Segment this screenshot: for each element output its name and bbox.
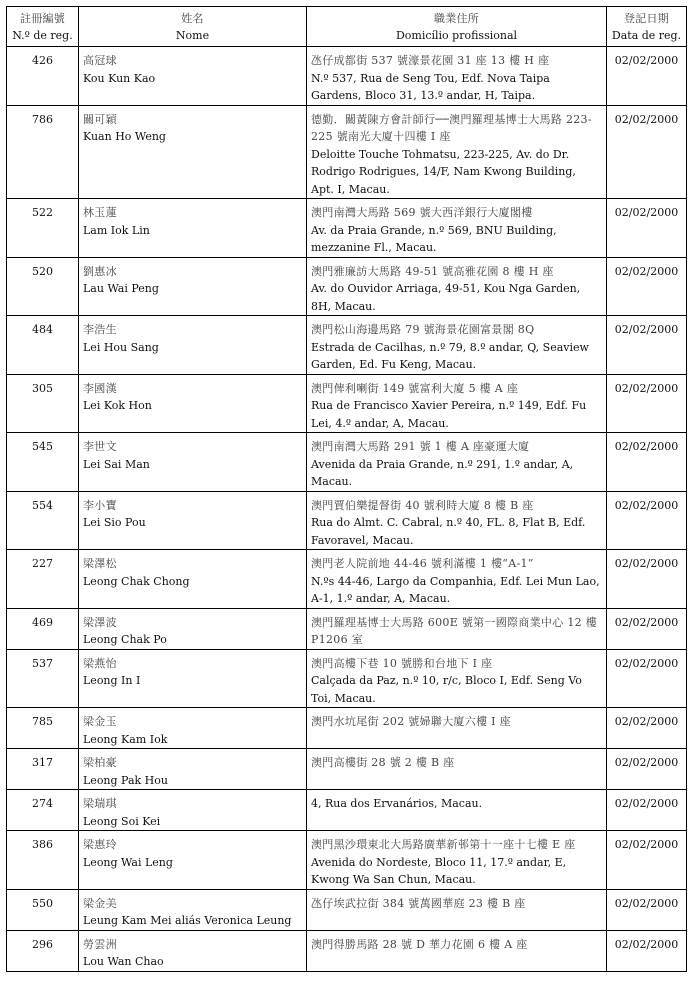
registration-date: 02/02/2000 xyxy=(607,105,687,199)
address-zh: 澳門高樓下巷 10 號勝和台地下 I 座 xyxy=(311,656,493,670)
registration-number: 554 xyxy=(7,491,79,550)
name-pt: Leong Pak Hou xyxy=(83,773,168,787)
header-addr-pt: Domicílio profissional xyxy=(395,29,518,42)
address-pt: 4, Rua dos Ervanários, Macau. xyxy=(311,797,483,810)
table-row xyxy=(7,790,687,831)
person-name xyxy=(79,550,307,609)
registry-table xyxy=(6,6,687,972)
professional-address xyxy=(307,749,607,790)
registration-date: 02/02/2000 xyxy=(607,374,687,433)
table-row xyxy=(7,930,687,971)
registration-date: 02/02/2000 xyxy=(607,433,687,492)
header-name-zh: 姓名 xyxy=(181,12,204,25)
address-pt: Av. da Praia Grande, n.º 569, BNU Building, mezzanine Fl., Macau. xyxy=(311,223,557,254)
table-row xyxy=(7,257,687,316)
professional-address xyxy=(307,316,607,375)
name-pt: Lei Hou Sang xyxy=(83,340,159,354)
header-name xyxy=(79,7,307,47)
name-zh: 李浩生 xyxy=(83,323,117,336)
address-pt: Avenida da Praia Grande, n.º 291, 1.º andar, A, Macau. xyxy=(311,457,574,488)
person-name xyxy=(79,47,307,106)
header-num-zh: 註冊編號 xyxy=(19,12,66,25)
name-zh: 高冠球 xyxy=(83,54,117,67)
professional-address xyxy=(307,47,607,106)
name-pt: Leong Chak Po xyxy=(83,633,167,646)
professional-address xyxy=(307,257,607,316)
name-pt: Leong In I xyxy=(83,674,141,687)
address-pt: Calçada da Paz, n.º 10, r/c, Bloco I, Edf. Seng Vo Toi, Macau. xyxy=(311,674,582,705)
table-row xyxy=(7,374,687,433)
table-row xyxy=(7,550,687,609)
name-zh: 梁澤波 xyxy=(83,615,117,629)
person-name xyxy=(79,889,307,930)
table-row xyxy=(7,199,687,258)
registration-date: 02/02/2000 xyxy=(607,790,687,831)
name-zh: 梁柏豪 xyxy=(83,756,117,769)
address-zh: 澳門得勝馬路 28 號 D 華力花園 6 樓 A 座 xyxy=(311,937,528,951)
registration-date: 02/02/2000 xyxy=(607,199,687,258)
name-zh: 梁金美 xyxy=(83,896,117,910)
table-row xyxy=(7,316,687,375)
header-registration-date xyxy=(607,7,687,47)
person-name xyxy=(79,649,307,708)
address-zh: 澳門松山海邊馬路 79 號海景花園富景閣 8Q xyxy=(311,323,535,336)
header-addr-zh: 職業住所 xyxy=(433,12,480,25)
registration-date: 02/02/2000 xyxy=(607,550,687,609)
registration-date: 02/02/2000 xyxy=(607,930,687,971)
registration-number: 537 xyxy=(7,649,79,708)
name-pt: Lam Iok Lin xyxy=(83,223,150,237)
address-zh: 澳門賈伯樂提督街 40 號利時大廈 8 樓 B 座 xyxy=(311,498,534,512)
address-pt: N.ºs 44-46, Largo da Companhia, Edf. Lei Mun Lao, A-1, 1.º andar, A, Macau. xyxy=(311,574,600,605)
address-pt: Rua de Francisco Xavier Pereira, n.º 149, Edf. Fu Lei, 4.º andar, A, Macau. xyxy=(311,399,587,430)
registration-number: 786 xyxy=(7,105,79,199)
registration-date: 02/02/2000 xyxy=(607,708,687,749)
person-name xyxy=(79,930,307,971)
name-pt: Leong Kam Iok xyxy=(83,732,168,746)
person-name xyxy=(79,491,307,550)
name-pt: Lei Sio Pou xyxy=(83,516,146,529)
registration-number: 227 xyxy=(7,550,79,609)
address-zh: 澳門南灣大馬路 569 號大西洋銀行大廈閣樓 xyxy=(311,206,533,219)
address-zh: 氹仔成都街 537 號濠景花園 31 座 13 樓 H 座 xyxy=(311,54,550,67)
registration-number: 785 xyxy=(7,708,79,749)
name-pt: Leong Chak Chong xyxy=(83,574,190,588)
name-pt: Lei Sai Man xyxy=(83,457,150,471)
table-row xyxy=(7,708,687,749)
header-professional-address xyxy=(307,7,607,47)
name-zh: 梁瑞琪 xyxy=(83,797,117,810)
person-name xyxy=(79,831,307,890)
registration-date: 02/02/2000 xyxy=(607,608,687,649)
table-row xyxy=(7,491,687,550)
person-name xyxy=(79,790,307,831)
professional-address xyxy=(307,708,607,749)
registration-number: 469 xyxy=(7,608,79,649)
registration-number: 317 xyxy=(7,749,79,790)
address-zh: 澳門羅理基博士大馬路 600E 號第一國際商業中心 12 樓 P1206 室 xyxy=(311,615,598,646)
name-pt: Leong Soi Kei xyxy=(83,814,161,828)
table-row xyxy=(7,831,687,890)
registration-date: 02/02/2000 xyxy=(607,491,687,550)
name-zh: 關可穎 xyxy=(83,112,117,126)
registration-date: 02/02/2000 xyxy=(607,749,687,790)
professional-address xyxy=(307,433,607,492)
table-row xyxy=(7,649,687,708)
header-num-pt: N.º de reg. xyxy=(12,29,73,42)
address-zh: 澳門高樓街 28 號 2 樓 B 座 xyxy=(311,756,455,769)
registration-date: 02/02/2000 xyxy=(607,649,687,708)
person-name xyxy=(79,316,307,375)
address-zh: 澳門南灣大馬路 291 號 1 樓 A 座豪運大廈 xyxy=(311,440,530,453)
professional-address xyxy=(307,831,607,890)
address-pt: Rua do Almt. C. Cabral, n.º 40, FL. 8, Flat B, Edf. Favoravel, Macau. xyxy=(311,516,586,547)
registration-number: 484 xyxy=(7,316,79,375)
header-date-zh: 登記日期 xyxy=(623,12,670,25)
name-pt: Kuan Ho Weng xyxy=(83,130,166,143)
person-name xyxy=(79,433,307,492)
professional-address xyxy=(307,889,607,930)
registration-number: 305 xyxy=(7,374,79,433)
person-name xyxy=(79,749,307,790)
address-zh: 澳門雅廉訪大馬路 49-51 號高雅花園 8 樓 H 座 xyxy=(311,264,554,278)
header-name-pt: Nome xyxy=(175,29,210,42)
registration-number: 545 xyxy=(7,433,79,492)
address-zh: 澳門黑沙環東北大馬路廣華新邨第十一座十七樓 E 座 xyxy=(311,838,576,851)
address-pt: Estrada de Cacilhas, n.º 79, 8.º andar, Q, Seaview Garden, Ed. Fu Keng, Macau. xyxy=(311,340,589,371)
registration-date: 02/02/2000 xyxy=(607,889,687,930)
professional-address xyxy=(307,790,607,831)
table-row xyxy=(7,47,687,106)
name-zh: 梁惠玲 xyxy=(83,838,117,851)
registration-number: 520 xyxy=(7,257,79,316)
professional-address xyxy=(307,930,607,971)
table-row xyxy=(7,433,687,492)
person-name xyxy=(79,374,307,433)
name-zh: 李國漢 xyxy=(83,381,117,395)
person-name xyxy=(79,105,307,199)
name-zh: 梁燕怡 xyxy=(83,656,117,670)
address-zh: 澳門老人院前地 44-46 號利滿樓 1 樓“A-1” xyxy=(311,557,534,570)
name-pt: Leong Wai Leng xyxy=(83,855,173,869)
address-zh: 氹仔埃武拉街 384 號萬國華庭 23 樓 B 座 xyxy=(311,896,526,910)
table-row xyxy=(7,749,687,790)
registration-number: 550 xyxy=(7,889,79,930)
address-zh: 德勤．關黃陳方會計師行──澳門羅理基博士大馬路 223-225 號南光大廈十四樓 I 座 xyxy=(311,112,592,143)
registration-number: 274 xyxy=(7,790,79,831)
registration-number: 386 xyxy=(7,831,79,890)
professional-address xyxy=(307,608,607,649)
address-pt: Deloitte Touche Tohmatsu, 223-225, Av. do Dr. Rodrigo Rodrigues, 14/F, Nam Kwong Building, Apt. I, Macau. xyxy=(311,147,576,196)
table-row xyxy=(7,889,687,930)
professional-address xyxy=(307,105,607,199)
professional-address xyxy=(307,491,607,550)
name-zh: 勞雲洲 xyxy=(83,937,117,951)
registration-date: 02/02/2000 xyxy=(607,316,687,375)
person-name xyxy=(79,608,307,649)
name-pt: Leung Kam Mei aliás Veronica Leung xyxy=(83,914,292,927)
professional-address xyxy=(307,550,607,609)
address-zh: 澳門俾利喇街 149 號富利大廈 5 樓 A 座 xyxy=(311,381,519,395)
registration-number: 296 xyxy=(7,930,79,971)
table-row xyxy=(7,608,687,649)
header-date-pt: Data de reg. xyxy=(611,29,682,42)
table-row xyxy=(7,105,687,199)
address-pt: Av. do Ouvidor Arriaga, 49-51, Kou Nga Garden, 8H, Macau. xyxy=(311,282,581,313)
registration-number: 426 xyxy=(7,47,79,106)
name-pt: Lau Wai Peng xyxy=(83,282,159,295)
table-header-row xyxy=(7,7,687,47)
address-pt: Avenida do Nordeste, Bloco 11, 17.º andar, E, Kwong Wa San Chun, Macau. xyxy=(311,855,567,886)
name-zh: 李小寶 xyxy=(83,498,117,512)
name-zh: 林玉蓮 xyxy=(83,206,117,219)
address-pt: N.º 537, Rua de Seng Tou, Edf. Nova Taipa Gardens, Bloco 31, 13.º andar, H, Taipa. xyxy=(311,71,550,102)
registration-date: 02/02/2000 xyxy=(607,257,687,316)
professional-address xyxy=(307,649,607,708)
name-zh: 梁澤松 xyxy=(83,557,117,570)
person-name xyxy=(79,257,307,316)
address-zh: 澳門水坑尾街 202 號婦聯大廈六樓 I 座 xyxy=(311,715,511,728)
person-name xyxy=(79,199,307,258)
name-pt: Kou Kun Kao xyxy=(83,71,156,85)
name-zh: 梁金玉 xyxy=(83,715,117,728)
professional-address xyxy=(307,374,607,433)
professional-address xyxy=(307,199,607,258)
name-zh: 劉惠冰 xyxy=(83,264,117,278)
header-registration-number xyxy=(7,7,79,47)
name-pt: Lou Wan Chao xyxy=(83,955,164,968)
registration-date: 02/02/2000 xyxy=(607,831,687,890)
registration-number: 522 xyxy=(7,199,79,258)
name-zh: 李世文 xyxy=(83,440,117,453)
registration-date: 02/02/2000 xyxy=(607,47,687,106)
name-pt: Lei Kok Hon xyxy=(83,399,152,412)
person-name xyxy=(79,708,307,749)
